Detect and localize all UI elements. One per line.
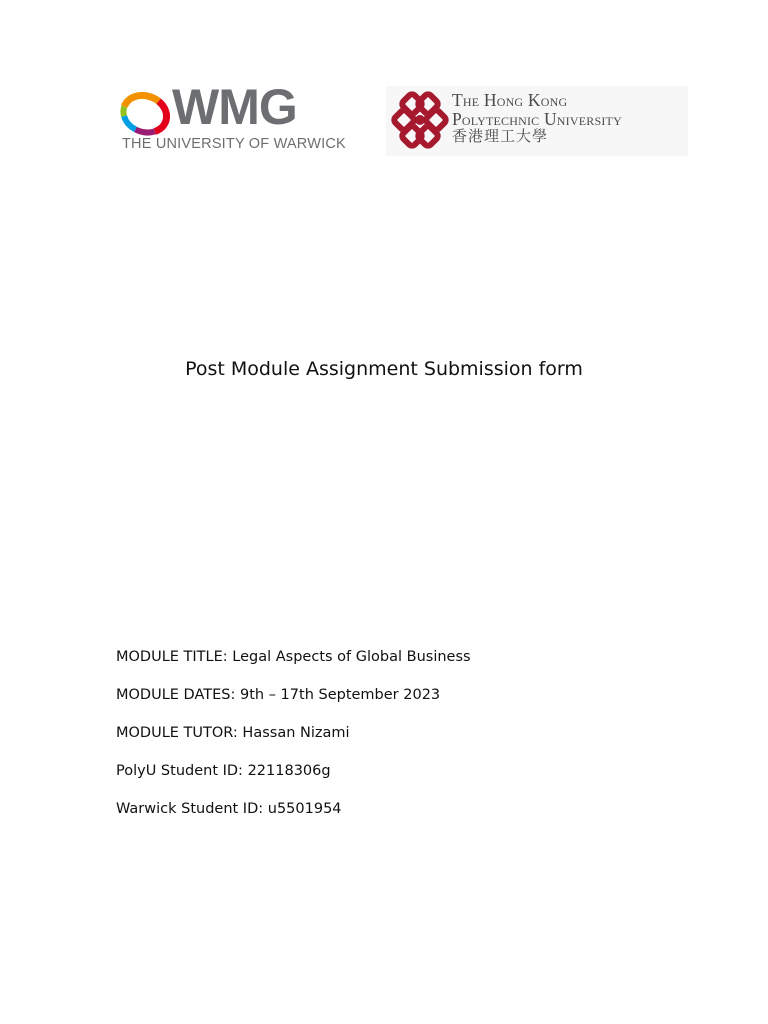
warwick-student-id-value: u5501954 bbox=[267, 801, 342, 817]
polyu-emblem-icon bbox=[390, 90, 450, 152]
wmg-subtitle: THE UNIVERSITY OF WARWICK bbox=[122, 136, 346, 152]
module-title-line bbox=[116, 647, 676, 685]
module-dates-value: 9th – 17th September 2023 bbox=[239, 687, 441, 703]
logo-banner bbox=[118, 79, 688, 160]
module-tutor-value: Hassan Nizami bbox=[242, 725, 350, 741]
module-tutor-line bbox=[116, 723, 676, 761]
polyu-name bbox=[452, 92, 622, 144]
polyu-student-id-line bbox=[116, 761, 676, 799]
polyu-logo bbox=[386, 86, 688, 156]
module-dates-label: MODULE DATES: bbox=[116, 687, 236, 703]
polyu-name-line-1: The Hong Kong bbox=[452, 90, 568, 110]
warwick-student-id-label: Warwick Student ID: bbox=[116, 801, 264, 817]
polyu-student-id-value: 22118306g bbox=[247, 763, 331, 779]
module-dates-line bbox=[116, 685, 676, 723]
form-title: Post Module Assignment Submission form bbox=[185, 358, 583, 380]
module-title-value: Legal Aspects of Global Business bbox=[232, 649, 471, 665]
polyu-student-id-label: PolyU Student ID: bbox=[116, 763, 243, 779]
wmg-swirl-icon bbox=[120, 92, 170, 136]
polyu-chinese-name: 香港理工大學 bbox=[452, 127, 549, 145]
polyu-name-line-2: Polytechnic University bbox=[452, 108, 622, 129]
wmg-wordmark: WMG bbox=[172, 79, 297, 135]
warwick-student-id-line bbox=[116, 799, 676, 837]
module-tutor-label: MODULE TUTOR: bbox=[116, 725, 238, 741]
wmg-logo bbox=[118, 79, 378, 156]
module-title-label: MODULE TITLE: bbox=[116, 649, 228, 665]
module-details bbox=[116, 647, 676, 837]
